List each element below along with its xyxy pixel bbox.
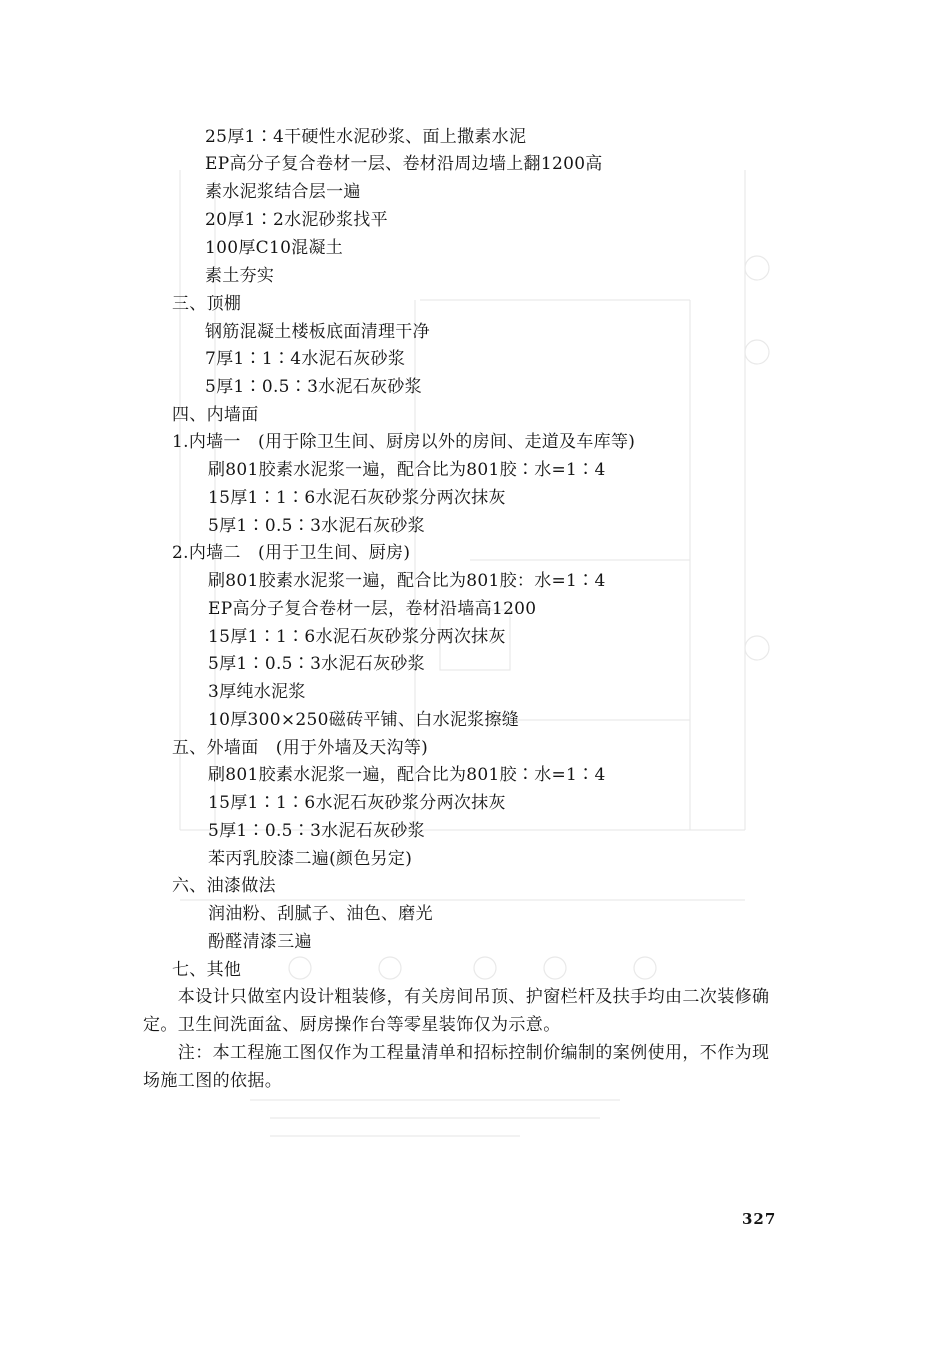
text-line: 刷801胶素水泥浆一遍，配合比为801胶：水=1∶4 [208,571,606,591]
text-line: 7厚1∶1∶4水泥石灰砂浆 [205,349,406,369]
text-line: 5厚1∶0.5∶3水泥石灰砂浆 [205,377,422,397]
text-line: 100厚C10混凝土 [205,238,344,258]
section-heading: 六、油漆做法 [172,876,276,896]
text-line: EP高分子复合卷材一层，卷材沿墙高1200 [208,599,537,619]
text-line: 5厚1∶0.5∶3水泥石灰砂浆 [208,516,425,536]
page-number: 327 [742,1210,777,1228]
section-heading: 五、外墙面 (用于外墙及天沟等) [172,738,429,758]
text-line: 苯丙乳胶漆二遍(颜色另定) [208,849,413,869]
sub-heading: 2.内墙二 (用于卫生间、厨房) [172,543,411,563]
sub-heading: 1.内墙一 (用于除卫生间、厨房以外的房间、走道及车库等) [172,432,636,452]
text-line: 素水泥浆结合层一遍 [205,182,361,202]
text-line: 25厚1∶4干硬性水泥砂浆、面上撒素水泥 [205,127,527,147]
text-line: 15厚1∶1∶6水泥石灰砂浆分两次抹灰 [208,793,506,813]
text-line: 钢筋混凝土楼板底面清理干净 [205,322,430,342]
section-heading: 七、其他 [172,960,242,980]
text-line: 5厚1∶0.5∶3水泥石灰砂浆 [208,821,425,841]
text-line: 15厚1∶1∶6水泥石灰砂浆分两次抹灰 [208,627,506,647]
text-line: 刷801胶素水泥浆一遍，配合比为801胶∶水=1∶4 [208,765,606,785]
text-line: 5厚1∶0.5∶3水泥石灰砂浆 [208,654,425,674]
text-line: 润油粉、刮腻子、油色、磨光 [208,904,433,924]
text-line: 20厚1∶2水泥砂浆找平 [205,210,388,230]
text-line: 素土夯实 [205,266,275,286]
text-line: 刷801胶素水泥浆一遍，配合比为801胶∶水=1∶4 [208,460,606,480]
text-line: 10厚300×250磁砖平铺、白水泥浆擦缝 [208,710,520,730]
text-line: 3厚纯水泥浆 [208,682,306,702]
paragraph-other: 本设计只做室内设计粗装修，有关房间吊顶、护窗栏杆及扶手均由二次装修确定。卫生间洗面盆、厨房操作台等零星装饰仅为示意。 [143,987,770,1035]
section-heading: 四、内墙面 [172,405,259,425]
text-line: EP高分子复合卷材一层、卷材沿周边墙上翻1200高 [205,154,603,174]
text-line: 酚醛清漆三遍 [208,932,312,952]
section-heading: 三、顶棚 [172,294,242,314]
text-line: 15厚1∶1∶6水泥石灰砂浆分两次抹灰 [208,488,506,508]
paragraph-note: 注：本工程施工图仅作为工程量清单和招标控制价编制的案例使用，不作为现场施工图的依据。 [143,1043,770,1091]
